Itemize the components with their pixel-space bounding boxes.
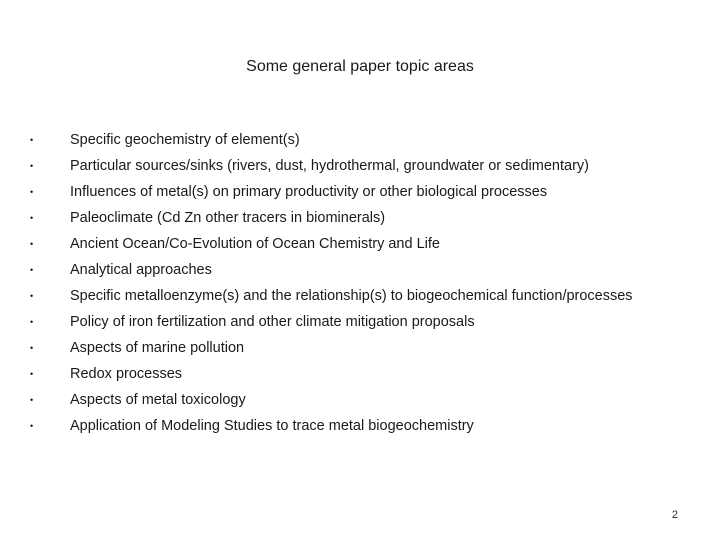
page-number: 2 (671, 509, 678, 521)
list-item (0, 311, 680, 333)
list-item-text: Aspects of marine pollution (70, 340, 245, 356)
bullet-icon: • (30, 395, 34, 405)
slide-title: Some general paper topic areas (246, 58, 474, 75)
list-item-text: Particular sources/sinks (rivers, dust, hydrothermal, groundwater or sedimentary) (70, 158, 589, 174)
bullet-icon: • (30, 291, 34, 301)
list-item-text: Paleoclimate (Cd Zn other tracers in biominerals) (70, 210, 386, 226)
list-item-text: Aspects of metal toxicology (70, 392, 246, 408)
bullet-icon: • (30, 265, 34, 275)
bullet-icon: • (30, 421, 34, 431)
list-item-text: Analytical approaches (70, 262, 212, 278)
list-item (0, 415, 680, 437)
bullet-icon: • (30, 369, 34, 379)
bullet-icon: • (30, 161, 34, 171)
list-item (0, 337, 680, 359)
list-item (0, 155, 680, 177)
list-item-text: Policy of iron fertilization and other climate mitigation proposals (70, 314, 475, 330)
list-item-text: Ancient Ocean/Co-Evolution of Ocean Chemistry and Life (70, 236, 440, 252)
list-item-text: Redox processes (70, 366, 183, 382)
list-item (0, 233, 680, 255)
list-item-text: Application of Modeling Studies to trace metal biogeochemistry (70, 418, 474, 434)
bullet-icon: • (30, 213, 34, 223)
list-item (0, 389, 680, 411)
list-item (0, 363, 680, 385)
bullet-icon: • (30, 317, 34, 327)
list-item (0, 285, 680, 307)
bullet-icon: • (30, 135, 34, 145)
bullet-icon: • (30, 187, 34, 197)
list-item-text: Specific metalloenzyme(s) and the relationship(s) to biogeochemical function/processes (70, 288, 633, 304)
list-item (0, 129, 680, 151)
list-item-text: Specific geochemistry of element(s) (70, 132, 300, 148)
list-item (0, 259, 680, 281)
list-item (0, 181, 680, 203)
list-item (0, 207, 680, 229)
bullet-icon: • (30, 239, 34, 249)
topic-list (0, 129, 720, 441)
list-item-text: Influences of metal(s) on primary productivity or other biological processes (70, 184, 548, 200)
bullet-icon: • (30, 343, 34, 353)
